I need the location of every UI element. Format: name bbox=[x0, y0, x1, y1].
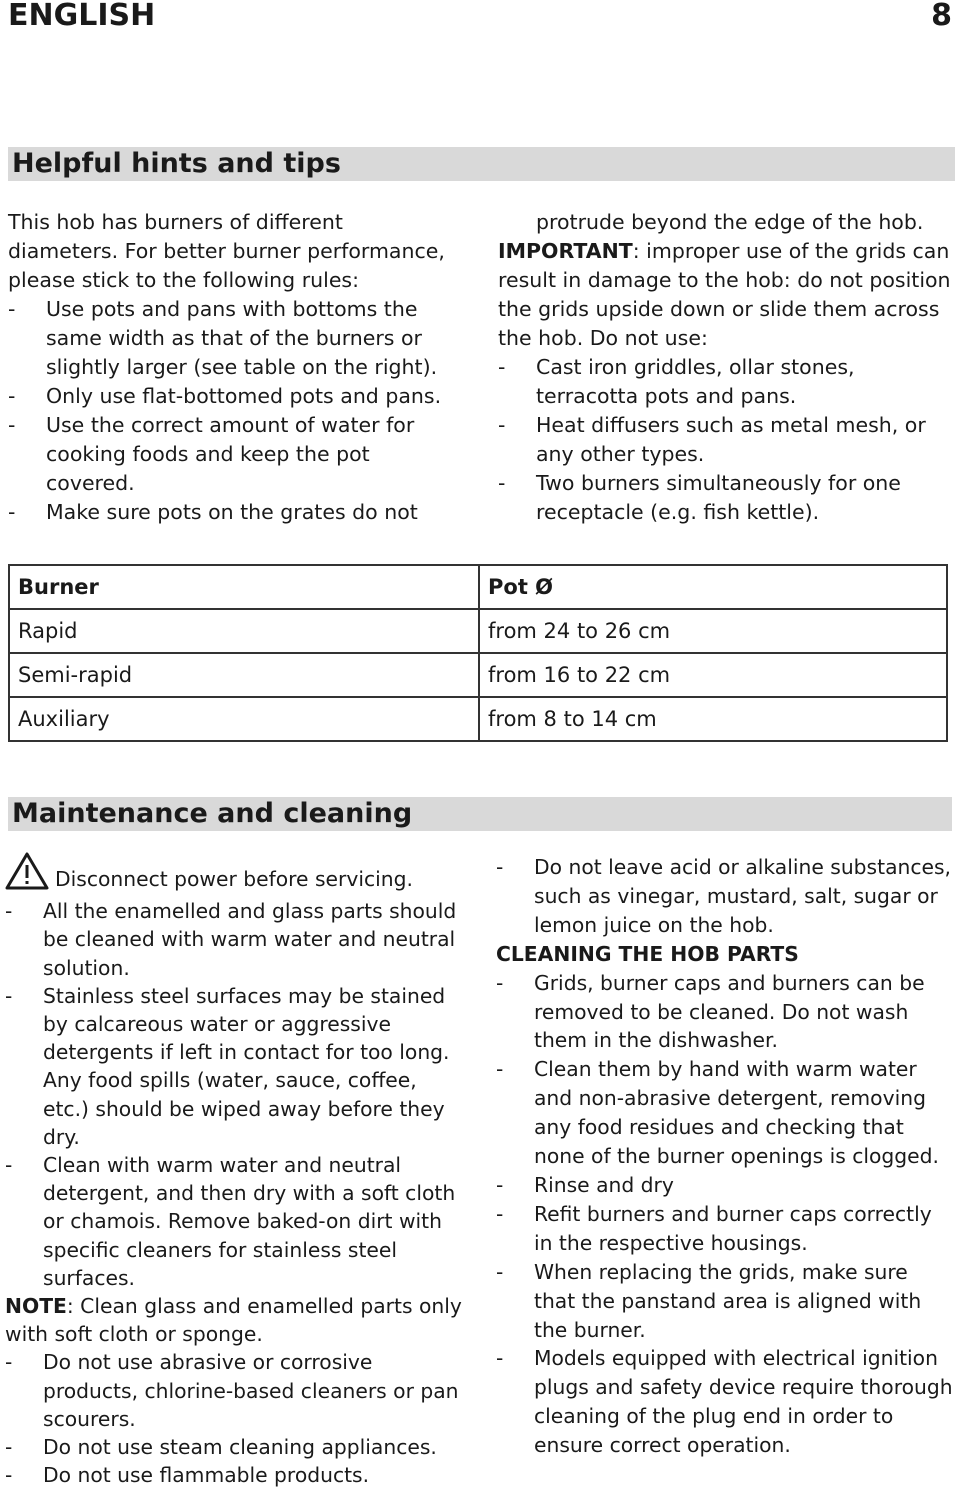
warning-line: Disconnect power before servicing. bbox=[5, 852, 463, 897]
list-item: - When replacing the grids, make sure that the panstand area is aligned with the burner. bbox=[496, 1259, 922, 1342]
table-cell: Auxiliary bbox=[9, 697, 479, 741]
burner-pot-table bbox=[8, 564, 948, 742]
list-item: - Stainless steel surfaces may be stained by calcareous water or aggressive detergents if left in contact for too long. Any food spills (water, sauce, coffee, etc.) should be wiped away before they dry. bbox=[5, 983, 450, 1149]
table-cell: Semi-rapid bbox=[9, 653, 479, 697]
cleaning-subheading: CLEANING THE HOB PARTS bbox=[496, 941, 799, 966]
section-title-hints: Helpful hints and tips bbox=[8, 147, 955, 181]
list-item: - Only use flat-bottomed pots and pans. bbox=[8, 384, 442, 408]
list-item-continuation: protrude beyond the edge of the hob. bbox=[536, 210, 924, 234]
table-header-row bbox=[9, 565, 947, 609]
warning-triangle-icon bbox=[5, 852, 49, 897]
list-item: - All the enamelled and glass parts should be cleaned with warm water and neutral solution. bbox=[5, 899, 457, 980]
list-item: - Make sure pots on the grates do not bbox=[8, 500, 418, 524]
list-item: - Models equipped with electrical ignition plugs and safety device require thorough cleaning of the plug end in order to ensure correct operation. bbox=[496, 1346, 953, 1458]
table-header-cell: Pot Ø bbox=[479, 565, 947, 609]
important-note: IMPORTANT: improper use of the grids can result in damage to the hob: do not position the grids upside down or slide them across the hob. Do not use: bbox=[498, 239, 951, 350]
hints-right-column bbox=[498, 208, 956, 527]
list-item: - Use the correct amount of water for cooking foods and keep the pot covered. bbox=[8, 413, 415, 495]
list-item: - Heat diffusers such as metal mesh, or any other types. bbox=[498, 413, 926, 466]
maintenance-right-column bbox=[496, 853, 954, 1460]
list-item: - Grids, burner caps and burners can be removed to be cleaned. Do not wash them in the dishwasher. bbox=[496, 970, 925, 1053]
hints-intro: This hob has burners of different diameters. For better burner performance, please stick to the following rules: bbox=[8, 210, 445, 292]
note-paragraph: NOTE: Clean glass and enamelled parts only with soft cloth or sponge. bbox=[5, 1294, 462, 1347]
list-item: - Do not use flammable products. bbox=[5, 1463, 370, 1488]
table-row bbox=[9, 697, 947, 741]
table-row bbox=[9, 653, 947, 697]
list-item: - Cast iron griddles, ollar stones, terracotta pots and pans. bbox=[498, 355, 855, 408]
table-cell: from 24 to 26 cm bbox=[479, 609, 947, 653]
list-item: - Refit burners and burner caps correctly in the respective housings. bbox=[496, 1201, 932, 1255]
table-cell: Rapid bbox=[9, 609, 479, 653]
list-item: - Do not leave acid or alkaline substances, such as vinegar, mustard, salt, sugar or lemon juice on the hob. bbox=[496, 855, 951, 937]
hints-left-column bbox=[8, 208, 458, 527]
list-item: - Clean them by hand with warm water and non-abrasive detergent, removing any food residues and checking that none of the burner openings is clogged. bbox=[496, 1057, 939, 1169]
table-header-cell: Burner bbox=[9, 565, 479, 609]
section-title-maintenance: Maintenance and cleaning bbox=[8, 797, 952, 831]
list-item: - Do not use abrasive or corrosive products, chlorine-based cleaners or pan scourers. bbox=[5, 1350, 459, 1431]
list-item: - Use pots and pans with bottoms the same width as that of the burners or slightly larger (see table on the right). bbox=[8, 297, 438, 379]
page-number: 8 bbox=[931, 0, 952, 33]
list-item: - Rinse and dry bbox=[496, 1172, 674, 1197]
table-cell: from 16 to 22 cm bbox=[479, 653, 947, 697]
table-cell: from 8 to 14 cm bbox=[479, 697, 947, 741]
language-label: ENGLISH bbox=[8, 0, 156, 33]
maintenance-left-column bbox=[5, 852, 463, 1489]
list-item: - Two burners simultaneously for one receptacle (e.g. fish kettle). bbox=[498, 471, 901, 524]
list-item: - Do not use steam cleaning appliances. bbox=[5, 1435, 437, 1460]
list-item: - Clean with warm water and neutral detergent, and then dry with a soft cloth or chamois. Remove baked-on dirt with specific cleaners for stainless steel surfaces. bbox=[5, 1153, 456, 1290]
table-row bbox=[9, 609, 947, 653]
